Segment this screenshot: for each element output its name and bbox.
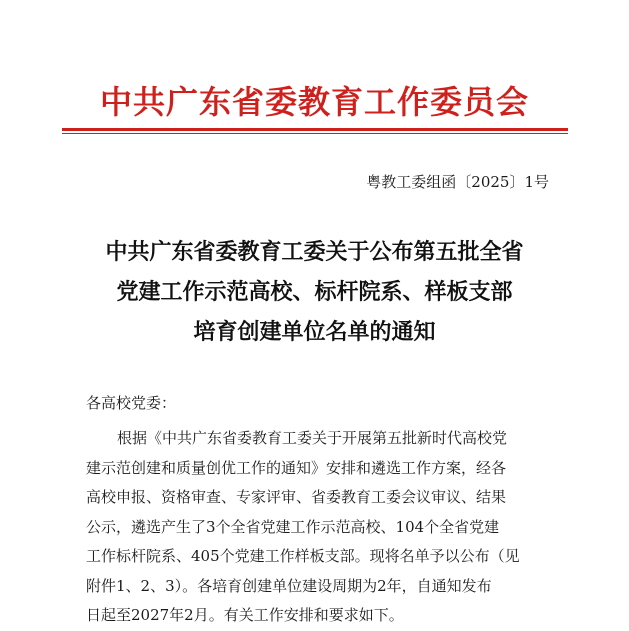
body-line [86, 542, 550, 572]
red-separator-thick [62, 128, 568, 131]
red-separator-thin [62, 133, 568, 134]
body-line-text: 工作标杆院系、405个党建工作样板支部。现将名单予以公布（见 [86, 547, 520, 565]
body-line [86, 601, 550, 631]
document-title [40, 232, 589, 352]
title-line: 中共广东省委教育工委关于公布第五批全省 [105, 239, 524, 265]
title-line: 党建工作示范高校、标杆院系、样板支部 [116, 279, 513, 305]
body-line [86, 572, 550, 602]
body-line [86, 424, 550, 454]
body-line [86, 454, 550, 484]
salutation: 各高校党委： [86, 394, 177, 412]
document-number: 粤教工委组函〔2025〕1号 [366, 173, 549, 191]
body-line-text: 日起至2027年2月。有关工作安排和要求如下。 [86, 606, 404, 624]
body-line [86, 483, 550, 513]
issuing-organization-header: 中共广东省委教育工作委员会 [99, 83, 529, 121]
body-paragraph [86, 424, 550, 631]
body-line [86, 513, 550, 543]
body-line-text: 根据《中共广东省委教育工委关于开展第五批新时代高校党 [117, 429, 508, 447]
body-line-text: 高校申报、资格审查、专家评审、省委教育工委会议审议、结果 [86, 488, 507, 506]
body-line-text: 附件1、2、3）。各培育创建单位建设周期为2年，自通知发布 [86, 576, 492, 595]
body-line-text: 建示范创建和质量创优工作的通知》安排和遴选工作方案，经各 [86, 458, 507, 477]
title-line: 培育创建单位名单的通知 [193, 319, 436, 345]
body-line-text: 公示，遴选产生了3个全省党建工作示范高校、104个全省党建 [86, 517, 500, 536]
